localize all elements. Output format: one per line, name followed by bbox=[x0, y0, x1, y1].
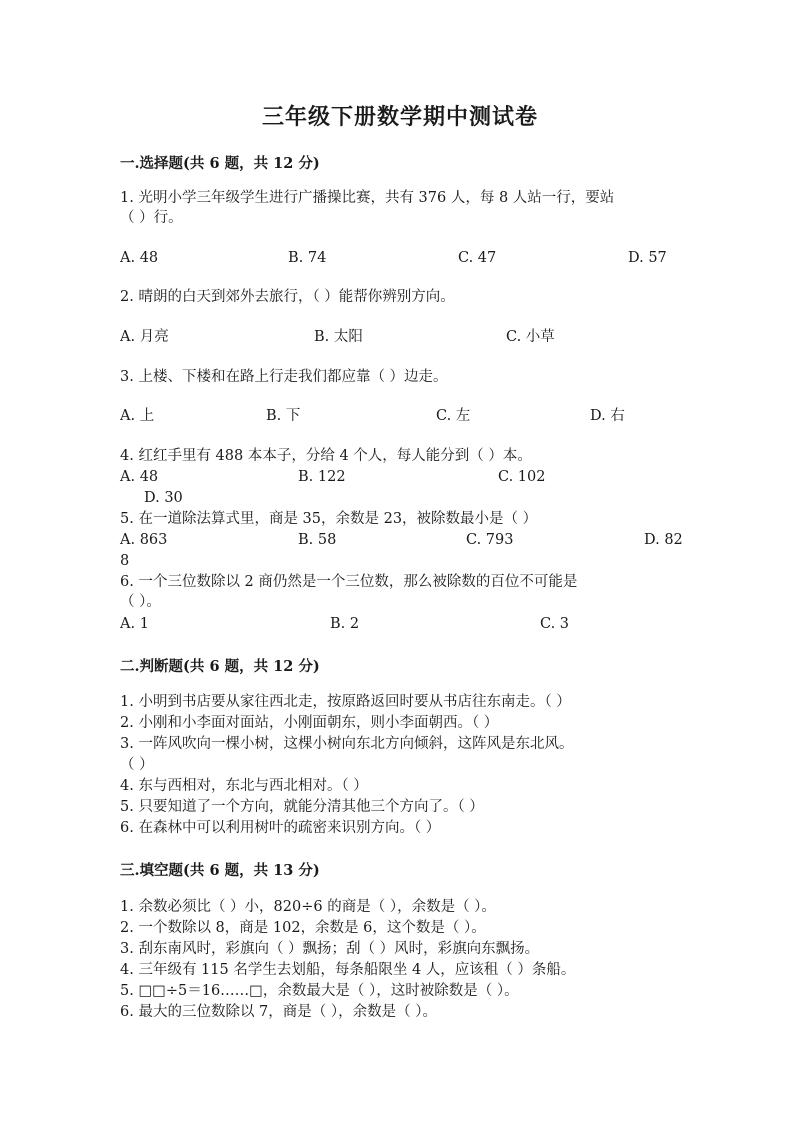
option-d: D. 82 bbox=[644, 532, 683, 548]
section-heading-fill: 三.填空题(共 6 题，共 13 分) bbox=[120, 862, 320, 879]
fill-item-4: 4. 三年级有 115 名学生去划船，每条船限坐 4 人，应该租（ ）条船。 bbox=[120, 962, 576, 978]
option-a: A. 48 bbox=[120, 469, 159, 485]
judgement-item-1: 1. 小明到书店要从家往西北走，按原路返回时要从书店往东南走。（ ） bbox=[120, 694, 571, 710]
judgement-item-3: 3. 一阵风吹向一棵小树，这棵小树向东北方向倾斜，这阵风是东北风。 bbox=[120, 736, 574, 752]
judgement-item-5: 5. 只要知道了一个方向，就能分清其他三个方向了。（ ） bbox=[120, 799, 484, 815]
question-1-line2: （ ）行。 bbox=[120, 210, 183, 226]
question-3: 3. 上楼、下楼和在路上行走我们都应靠（ ）边走。 bbox=[120, 369, 448, 385]
fill-item-1: 1. 余数必须比（ ）小，820÷6 的商是（ ），余数是（ ）。 bbox=[120, 899, 496, 915]
option-c: C. 102 bbox=[498, 469, 546, 485]
question-6-options bbox=[120, 614, 680, 634]
question-5-options bbox=[120, 530, 683, 550]
judgement-item-6: 6. 在森林中可以利用树叶的疏密来识别方向。（ ） bbox=[120, 820, 441, 836]
option-a: A. 863 bbox=[120, 532, 168, 548]
question-2-options bbox=[120, 327, 680, 347]
question-6-line1: 6. 一个三位数除以 2 商仍然是一个三位数，那么被除数的百位不可能是 bbox=[120, 574, 578, 590]
option-c: C. 47 bbox=[458, 250, 497, 266]
fill-item-5: 5. □□÷5＝16……□，余数最大是（ ），这时被除数是（ ）。 bbox=[120, 983, 519, 999]
question-1-options bbox=[120, 248, 680, 268]
question-5-wrap: 8 bbox=[120, 553, 130, 569]
option-b: B. 2 bbox=[330, 616, 360, 632]
fill-item-3: 3. 刮东南风时，彩旗向（ ）飘扬；刮（ ）风时，彩旗向东飘扬。 bbox=[120, 941, 540, 957]
question-3-options bbox=[120, 406, 680, 426]
question-6-line2: （ ）。 bbox=[120, 594, 161, 610]
option-a: A. 1 bbox=[120, 616, 149, 632]
option-b: B. 58 bbox=[298, 532, 337, 548]
section-heading-choice: 一.选择题(共 6 题，共 12 分) bbox=[120, 155, 320, 172]
option-b: B. 74 bbox=[288, 250, 327, 266]
question-1 bbox=[120, 188, 680, 228]
option-b: B. 下 bbox=[266, 408, 301, 424]
judgement-item-3-wrap: （ ） bbox=[120, 757, 154, 773]
question-6 bbox=[120, 572, 680, 612]
option-a: A. 48 bbox=[120, 250, 159, 266]
question-5: 5. 在一道除法算式里，商是 35，余数是 23，被除数最小是（ ） bbox=[120, 511, 538, 527]
page-title: 三年级下册数学期中测试卷 bbox=[261, 104, 538, 130]
option-d: D. 右 bbox=[590, 408, 625, 424]
option-a: A. 月亮 bbox=[120, 329, 169, 345]
fill-item-6: 6. 最大的三位数除以 7，商是（ ），余数是（ ）。 bbox=[120, 1004, 437, 1020]
judgement-item-4: 4. 东与西相对，东北与西北相对。（ ） bbox=[120, 778, 368, 794]
option-d: D. 57 bbox=[628, 250, 667, 266]
judgement-item-2: 2. 小刚和小李面对面站，小刚面朝东，则小李面朝西。（ ） bbox=[120, 715, 499, 731]
question-4-option-d: D. 30 bbox=[144, 490, 183, 506]
section-heading-judgement: 二.判断题(共 6 题，共 12 分) bbox=[120, 658, 320, 675]
question-4-options bbox=[120, 467, 680, 487]
fill-item-2: 2. 一个数除以 8，商是 102，余数是 6，这个数是（ ）。 bbox=[120, 920, 486, 936]
question-1-line1: 1. 光明小学三年级学生进行广播操比赛，共有 376 人，每 8 人站一行，要站 bbox=[120, 190, 615, 206]
option-c: C. 793 bbox=[466, 532, 514, 548]
option-c: C. 左 bbox=[436, 408, 471, 424]
question-2: 2. 晴朗的白天到郊外去旅行，（ ）能帮你辨别方向。 bbox=[120, 289, 455, 305]
option-a: A. 上 bbox=[120, 408, 155, 424]
question-4: 4. 红红手里有 488 本本子，分给 4 个人，每人能分到（ ）本。 bbox=[120, 448, 532, 464]
option-b: B. 太阳 bbox=[314, 329, 363, 345]
option-b: B. 122 bbox=[298, 469, 346, 485]
option-c: C. 3 bbox=[540, 616, 570, 632]
option-c: C. 小草 bbox=[506, 329, 555, 345]
